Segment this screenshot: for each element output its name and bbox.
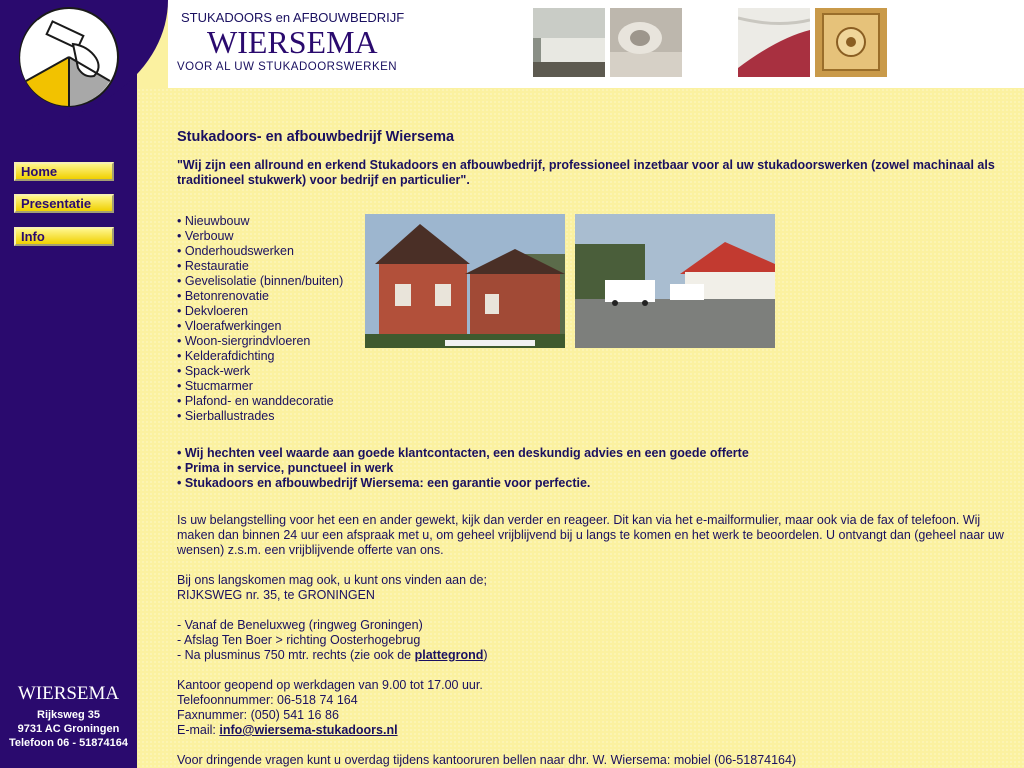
highlight-2: • Prima in service, punctueel in werk bbox=[177, 461, 394, 475]
intro-text: "Wij zijn een allround en erkend Stukadoors en afbouwbedrijf, professioneel inzetbaar voor al uw stukadoorswerken (zowel machinaal als traditioneel stukwerk) voor bedrijf en particulier". bbox=[177, 158, 995, 187]
visit-address: RIJKSWEG nr. 35, te GRONINGEN bbox=[177, 588, 375, 602]
company-logo-icon bbox=[18, 6, 120, 108]
highlight-1: • Wij hechten veel waarde aan goede klantcontacten, een deskundig advies en een goede offerte bbox=[177, 446, 749, 460]
email-label: E-mail: bbox=[177, 723, 220, 737]
nav-home-button[interactable]: Home bbox=[14, 162, 114, 181]
email-line bbox=[177, 723, 398, 738]
page-title: Stukadoors- en afbouwbedrijf Wiersema bbox=[177, 129, 455, 145]
service-item: • Stucmarmer bbox=[177, 379, 253, 393]
header-company-name: WIERSEMA bbox=[207, 24, 378, 60]
header-photo-cornice bbox=[738, 8, 810, 77]
phone-number: Telefoonnummer: 06-518 74 164 bbox=[177, 693, 358, 707]
photo-yard bbox=[575, 214, 775, 348]
email-link[interactable]: info@wiersema-stukadoors.nl bbox=[219, 723, 398, 737]
highlight-3: • Stukadoors en afbouwbedrijf Wiersema: een garantie voor perfectie. bbox=[177, 476, 591, 490]
sidebar-phone: Telefoon 06 - 51874164 bbox=[8, 737, 129, 749]
fax-number: Faxnummer: (050) 541 16 86 bbox=[177, 708, 339, 722]
content-background bbox=[137, 88, 1024, 768]
visit-text: Bij ons langskomen mag ook, u kunt ons vinden aan de; bbox=[177, 573, 487, 587]
service-item: • Onderhoudswerken bbox=[177, 244, 294, 258]
nav-info-button[interactable]: Info bbox=[14, 227, 114, 246]
header-photo-ornament bbox=[610, 8, 682, 77]
office-hours: Kantoor geopend op werkdagen van 9.00 tot 17.00 uur. bbox=[177, 678, 483, 692]
header-photo-wall bbox=[533, 8, 605, 77]
nav-presentatie-button[interactable]: Presentatie bbox=[14, 194, 114, 213]
service-item: • Verbouw bbox=[177, 229, 234, 243]
route-step-3-post: ) bbox=[483, 648, 488, 662]
service-item: • Gevelisolatie (binnen/buiten) bbox=[177, 274, 344, 288]
sidebar-street: Rijksweg 35 bbox=[37, 709, 100, 721]
service-item: • Betonrenovatie bbox=[177, 289, 269, 303]
sidebar-city: 9731 AC Groningen bbox=[17, 723, 120, 735]
route-step-2: - Afslag Ten Boer > richting Oosterhogebrug bbox=[177, 633, 421, 647]
urgent-contact: Voor dringende vragen kunt u overdag tijdens kantooruren bellen naar dhr. W. Wiersema: mobiel (06-51874164) bbox=[177, 753, 797, 767]
sidebar-company-name: WIERSEMA bbox=[17, 683, 120, 704]
service-item: • Dekvloeren bbox=[177, 304, 249, 318]
service-item: • Restauratie bbox=[177, 259, 249, 273]
route-step-1: - Vanaf de Beneluxweg (ringweg Groningen) bbox=[177, 618, 423, 632]
service-item: • Nieuwbouw bbox=[177, 214, 250, 228]
header-photo-rosette bbox=[815, 8, 887, 77]
service-item: • Vloerafwerkingen bbox=[177, 319, 282, 333]
service-item: • Sierballustrades bbox=[177, 409, 275, 423]
service-item: • Plafond- en wanddecoratie bbox=[177, 394, 334, 408]
route-step-3-pre: - Na plusminus 750 mtr. rechts (zie ook de bbox=[177, 648, 415, 662]
header-tagline: VOOR AL UW STUKADOORSWERKEN bbox=[177, 61, 398, 73]
info-paragraph: Is uw belangstelling voor het een en ander gewekt, kijk dan verder en reageer. Dit kan via het e-mailformulier, maar ook via de fax of telefoon. Wij maken dan binnen 24 uur een afspraak met u, om geheel vrijblijvend bij u langs te komen en het werk te beoordelen. U ontvangt dan (geheel naar uw wensen) z.s.m. een vrijblijvende offerte van ons. bbox=[177, 513, 1004, 557]
photo-house bbox=[365, 214, 565, 348]
service-item: • Spack-werk bbox=[177, 364, 251, 378]
service-item: • Woon-siergrindvloeren bbox=[177, 334, 311, 348]
header-top-line: STUKADOORS en AFBOUWBEDRIJF bbox=[181, 10, 405, 25]
plattegrond-link[interactable]: plattegrond bbox=[414, 648, 484, 662]
service-item: • Kelderafdichting bbox=[177, 349, 275, 363]
route-step-3 bbox=[177, 648, 488, 663]
